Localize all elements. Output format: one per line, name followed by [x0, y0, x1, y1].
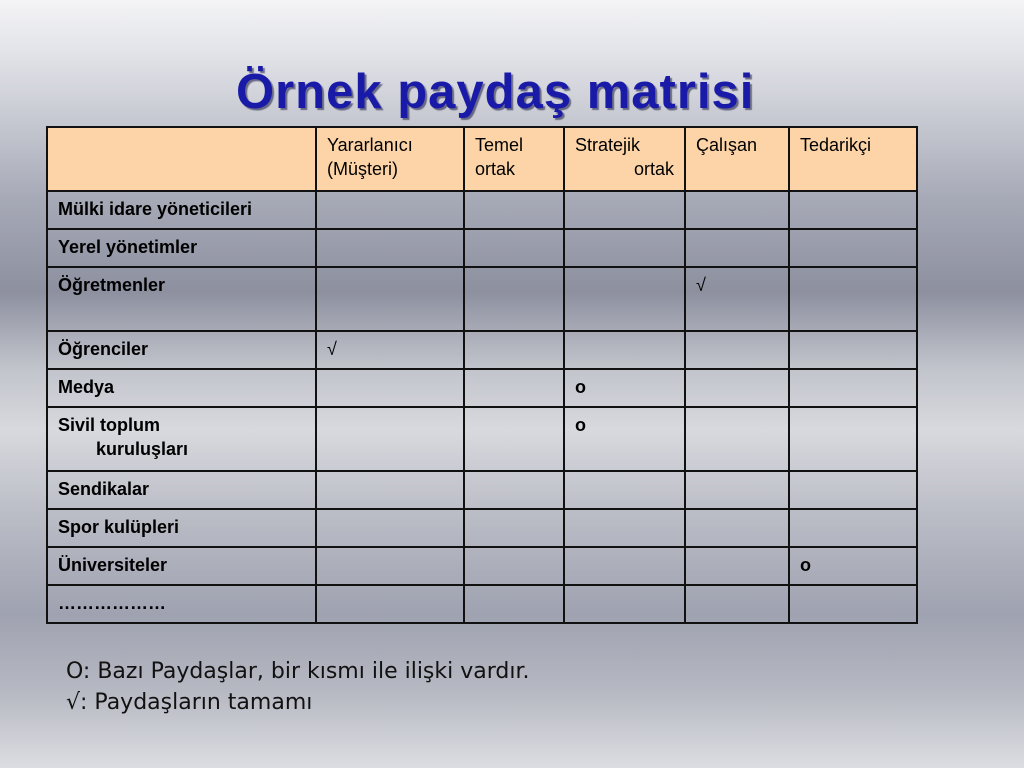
- matrix-cell: [564, 509, 685, 547]
- header-line: (Müşteri): [327, 159, 398, 179]
- row-label-cell: [47, 407, 316, 471]
- stakeholder-matrix-table: [46, 126, 918, 624]
- matrix-cell: [789, 267, 917, 331]
- row-label-line: Öğrenciler: [58, 339, 149, 359]
- matrix-cell: [685, 547, 789, 585]
- matrix-cell: [685, 229, 789, 267]
- matrix-cell: [564, 369, 685, 407]
- check-mark: √: [696, 275, 706, 295]
- header-line: Stratejik: [575, 135, 641, 155]
- legend-line-partial: O: Bazı Paydaşlar, bir kısmı ile ilişki vardır.: [66, 659, 530, 684]
- matrix-cell: [464, 331, 564, 369]
- matrix-cell: [789, 547, 917, 585]
- matrix-body: [47, 191, 917, 623]
- row-label-cell: [47, 369, 316, 407]
- header-line: Tedarikçi: [800, 135, 872, 155]
- header-cell-yararlanici: [316, 127, 464, 191]
- matrix-cell: [464, 267, 564, 331]
- header-line: Çalışan: [696, 135, 758, 155]
- check-mark: √: [327, 339, 337, 359]
- matrix-cell: [685, 369, 789, 407]
- matrix-cell: [316, 331, 464, 369]
- matrix-cell: [789, 191, 917, 229]
- table-row: [47, 585, 917, 623]
- header-cell-empty: [47, 127, 316, 191]
- row-label-line: Medya: [58, 377, 115, 397]
- row-label-line: Yerel yönetimler: [58, 237, 198, 257]
- header-line: ortak: [475, 159, 516, 179]
- row-label-cell: [47, 585, 316, 623]
- matrix-cell: [789, 229, 917, 267]
- row-label-line: ………………: [58, 593, 166, 613]
- matrix-cell: [789, 331, 917, 369]
- partial-mark: o: [800, 555, 811, 575]
- row-label-cell: [47, 471, 316, 509]
- matrix-cell: [685, 331, 789, 369]
- header-line: ortak: [633, 159, 674, 179]
- matrix-cell: [316, 369, 464, 407]
- matrix-cell: [464, 509, 564, 547]
- row-label-line: Sendikalar: [58, 479, 150, 499]
- legend: [66, 656, 530, 718]
- matrix-cell: [464, 471, 564, 509]
- matrix-cell: [316, 471, 464, 509]
- matrix-cell: [685, 585, 789, 623]
- matrix-cell: [316, 547, 464, 585]
- table-row: [47, 369, 917, 407]
- row-label-line: Öğretmenler: [58, 275, 166, 295]
- table-row: [47, 547, 917, 585]
- matrix-cell: [316, 585, 464, 623]
- row-label-line: Sivil toplum: [58, 415, 161, 435]
- header-cell-calisan: [685, 127, 789, 191]
- matrix-cell: [789, 585, 917, 623]
- matrix-cell: [685, 509, 789, 547]
- matrix-cell: [789, 369, 917, 407]
- matrix-cell: [564, 267, 685, 331]
- matrix-cell: [316, 229, 464, 267]
- row-label-line: Mülki idare yöneticileri: [58, 199, 253, 219]
- header-cell-tedarikci: [789, 127, 917, 191]
- row-label-cell: [47, 509, 316, 547]
- matrix-cell: [316, 191, 464, 229]
- matrix-cell: [464, 585, 564, 623]
- matrix-cell: [685, 471, 789, 509]
- header-line: Temel: [475, 135, 524, 155]
- matrix-cell: [464, 369, 564, 407]
- matrix-cell: [564, 407, 685, 471]
- row-label-line: kuruluşları: [96, 439, 189, 459]
- table-row: [47, 407, 917, 471]
- matrix-cell: [564, 547, 685, 585]
- row-label-line: Spor kulüpleri: [58, 517, 180, 537]
- matrix-cell: [685, 191, 789, 229]
- table-row: [47, 191, 917, 229]
- matrix-cell: [789, 407, 917, 471]
- table-row: [47, 331, 917, 369]
- matrix-cell: [464, 547, 564, 585]
- matrix-cell: [316, 267, 464, 331]
- matrix-cell: [789, 509, 917, 547]
- matrix-cell: [564, 191, 685, 229]
- partial-mark: o: [575, 377, 586, 397]
- row-label-line: Üniversiteler: [58, 555, 168, 575]
- matrix-cell: [464, 407, 564, 471]
- matrix-cell: [564, 331, 685, 369]
- table-row: [47, 229, 917, 267]
- matrix-cell: [789, 471, 917, 509]
- table-row: [47, 509, 917, 547]
- header-line: Yararlanıcı: [327, 135, 413, 155]
- row-label-cell: [47, 229, 316, 267]
- matrix-cell: [464, 229, 564, 267]
- header-cell-stratejik-ortak: [564, 127, 685, 191]
- matrix-cell: [564, 585, 685, 623]
- header-cell-temel-ortak: [464, 127, 564, 191]
- matrix-cell: [316, 509, 464, 547]
- matrix-cell: [564, 229, 685, 267]
- matrix-cell: [685, 407, 789, 471]
- matrix-cell: [316, 407, 464, 471]
- slide-title: Örnek paydaş matrisi: [236, 65, 755, 119]
- matrix-cell: [564, 471, 685, 509]
- row-label-cell: [47, 191, 316, 229]
- legend-line-all: √: Paydaşların tamamı: [66, 690, 313, 715]
- row-label-cell: [47, 267, 316, 331]
- row-label-cell: [47, 331, 316, 369]
- matrix-cell: [685, 267, 789, 331]
- row-label-cell: [47, 547, 316, 585]
- header-row: [47, 127, 917, 191]
- table-row: [47, 471, 917, 509]
- partial-mark: o: [575, 415, 586, 435]
- table-row: [47, 267, 917, 331]
- matrix-cell: [464, 191, 564, 229]
